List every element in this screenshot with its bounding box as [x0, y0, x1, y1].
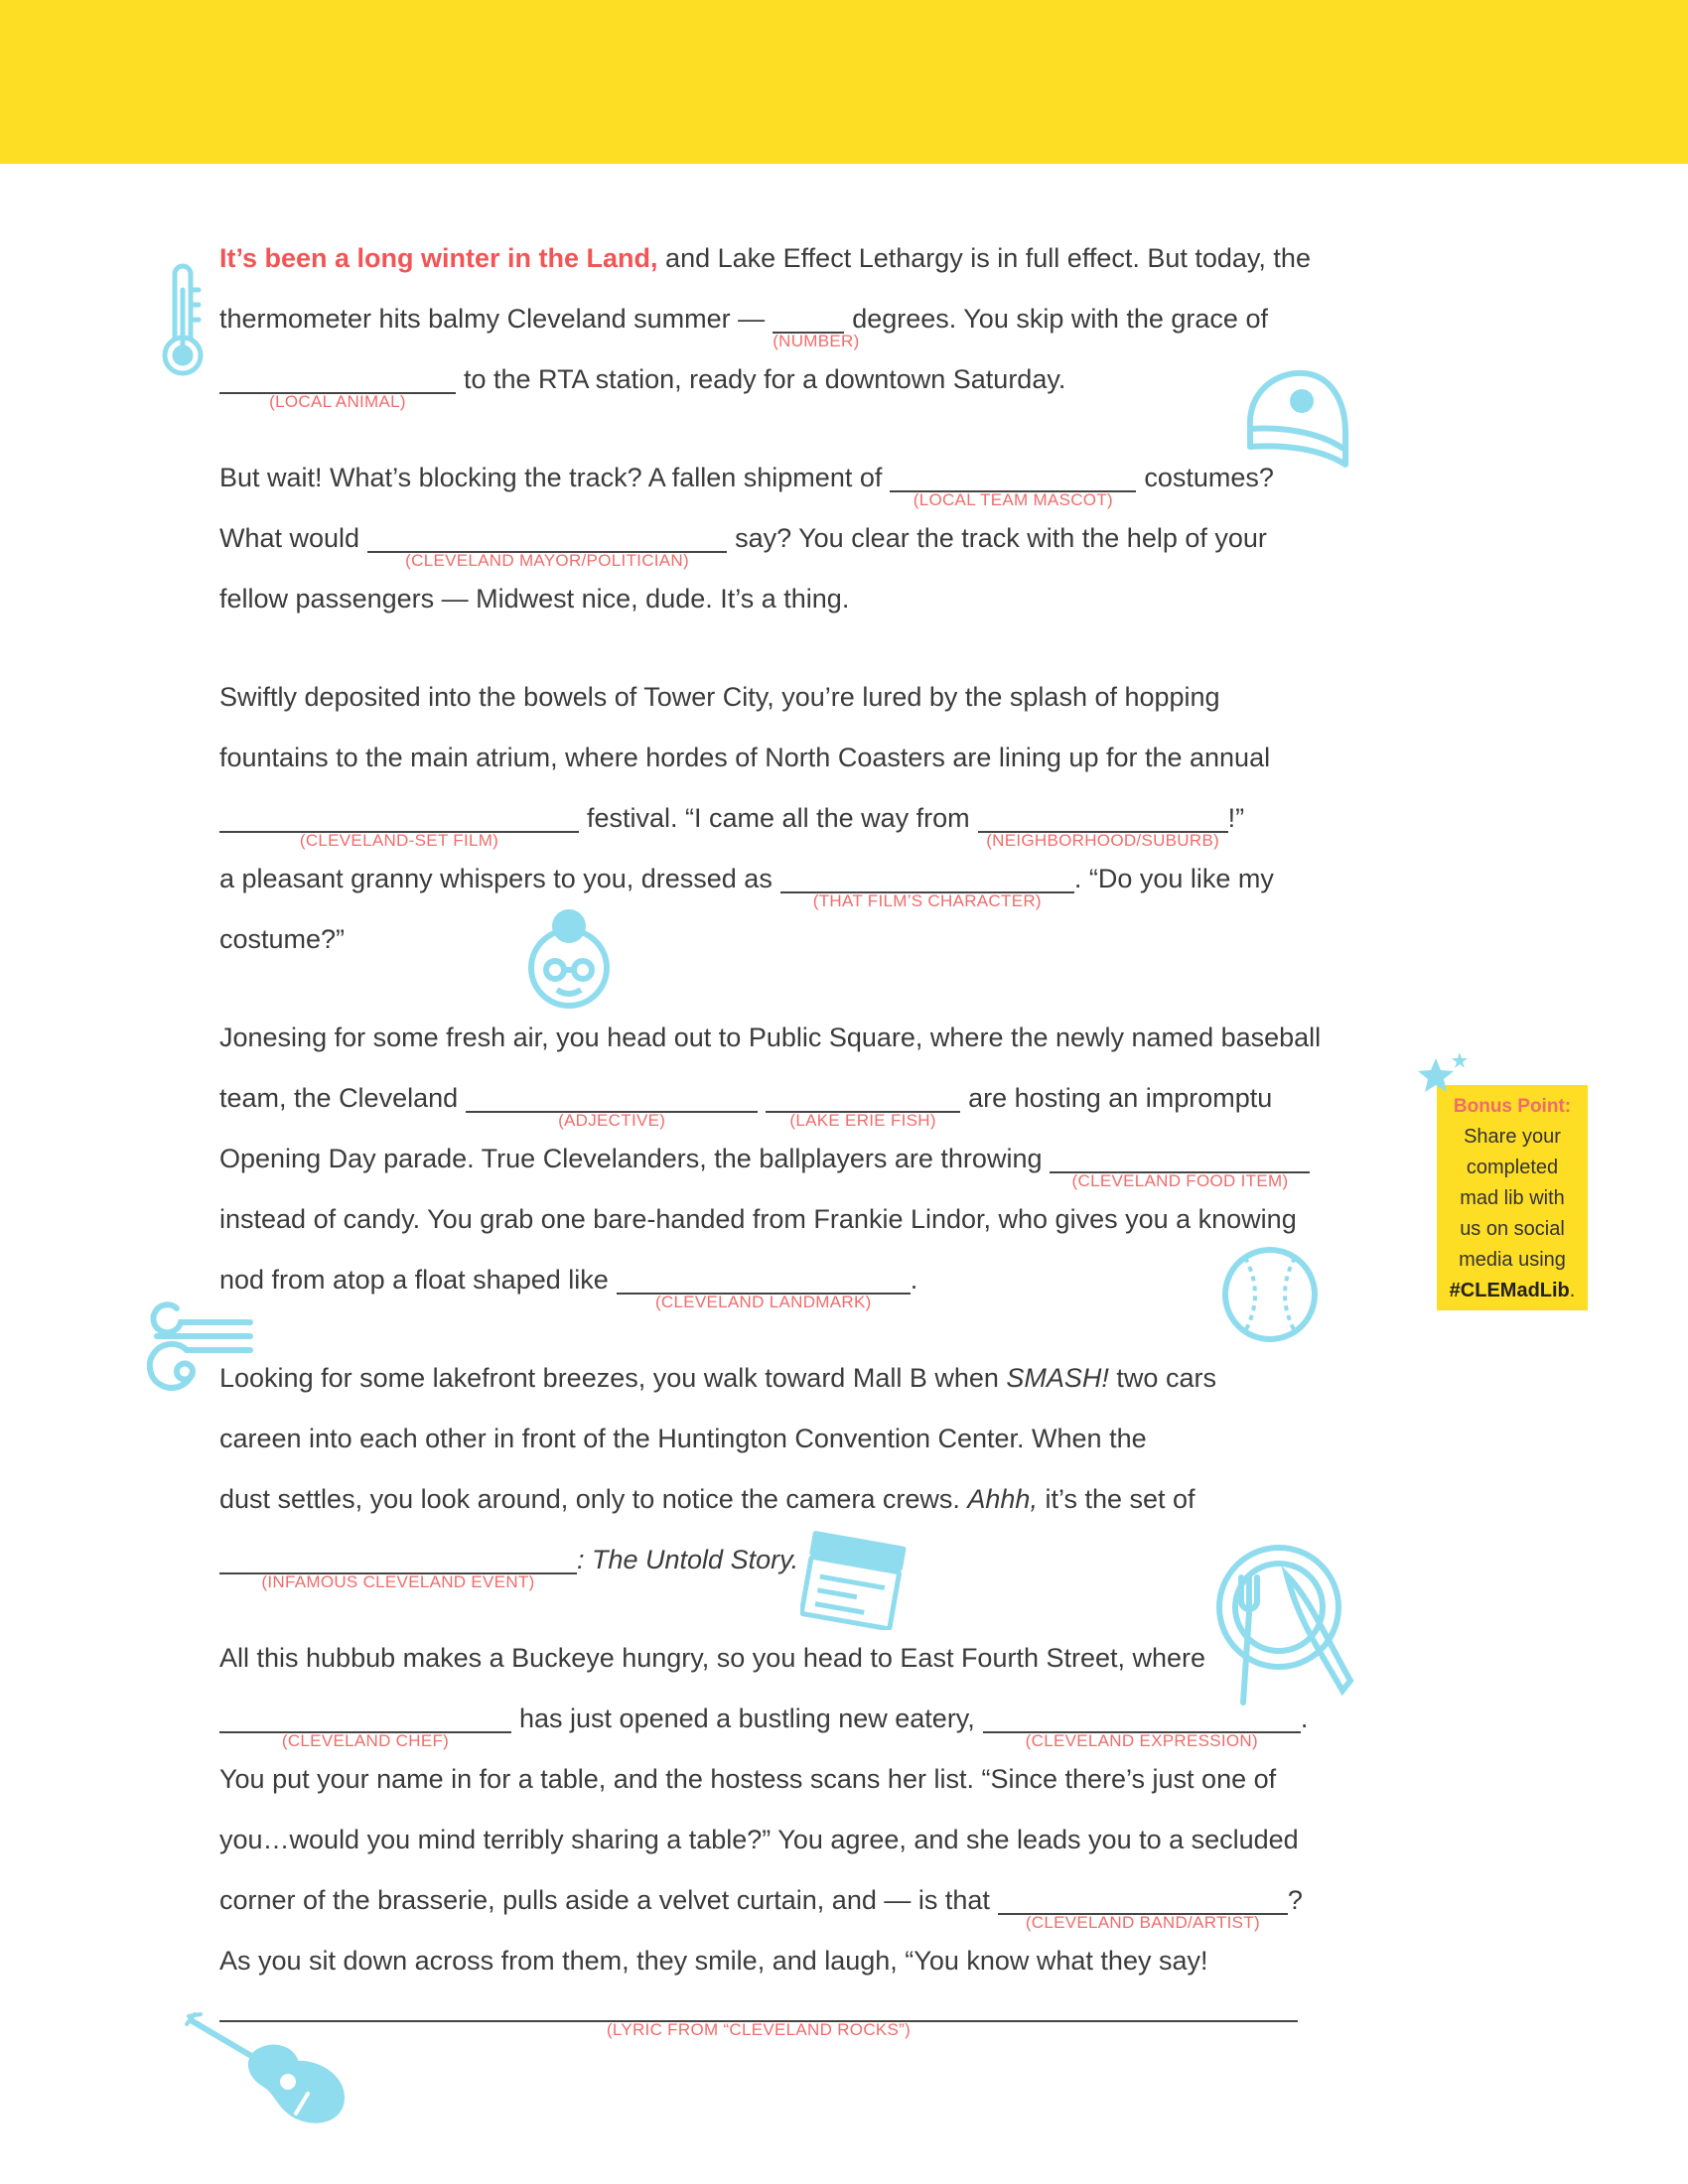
blank-number[interactable]: (NUMBER): [773, 302, 844, 334]
story-line: nod from atop a float shaped like (CLEVELAND LANDMARK) .: [219, 1265, 918, 1311]
blank-politician[interactable]: (CLEVELAND MAYOR/POLITICIAN): [367, 521, 727, 553]
story-line: fellow passengers — Midwest nice, dude. It’s a thing.: [219, 584, 850, 614]
story-line: thermometer hits balmy Cleveland summer — (NUMBER) degrees. You skip with the grace of: [219, 304, 1268, 350]
story-line: (CLEVELAND-SET FILM) festival. “I came all the way from (NEIGHBORHOOD/SUBURB) !”: [219, 800, 1244, 840]
story-line: Swiftly deposited into the bowels of Tower City, you’re lured by the splash of hopping: [219, 682, 1220, 712]
bonus-text: mad lib with: [1460, 1187, 1565, 1209]
bonus-title: Bonus Point:: [1453, 1096, 1572, 1117]
story-line: What would (CLEVELAND MAYOR/POLITICIAN) say? You clear the track with the help of your: [219, 523, 1267, 570]
story-line: All this hubbub makes a Buckeye hungry, so you head to East Fourth Street, where: [219, 1643, 1206, 1673]
story-line: you…would you mind terribly sharing a table?” You agree, and she leads you to a secluded: [219, 1825, 1299, 1854]
story-line: Opening Day parade. True Clevelanders, the ballplayers are throwing (CLEVELAND FOOD ITEM): [219, 1141, 1318, 1180]
blank-film[interactable]: (CLEVELAND-SET FILM): [219, 801, 579, 833]
story-line: dust settles, you look around, only to notice the camera crews. Ahhh, it’s the set of: [219, 1484, 1196, 1514]
story-line: corner of the brasserie, pulls aside a velvet curtain, and — is that (CLEVELAND BAND/ARTIST) ?: [219, 1885, 1303, 1932]
story-line: instead of candy. You grab one bare-handed from Frankie Lindor, who gives you a knowing: [219, 1204, 1297, 1234]
story-line: Looking for some lakefront breezes, you walk toward Mall B when SMASH! two cars: [219, 1363, 1216, 1393]
story-line: (LOCAL ANIMAL) to the RTA station, ready for a downtown Saturday.: [219, 361, 1065, 401]
story-line: You put your name in for a table, and the hostess scans her list. “Since there’s just one of: [219, 1764, 1277, 1794]
bonus-text: Share your: [1464, 1126, 1561, 1148]
blank-mascot[interactable]: (LOCAL TEAM MASCOT): [890, 461, 1136, 492]
granny-icon: [523, 908, 615, 1010]
blank-event[interactable]: (INFAMOUS CLEVELAND EVENT): [219, 1543, 577, 1574]
blank-landmark[interactable]: (CLEVELAND LANDMARK): [617, 1263, 911, 1295]
blank-suburb[interactable]: (NEIGHBORHOOD/SUBURB): [978, 801, 1228, 833]
story-line: (CLEVELAND CHEF) has just opened a bustling new eatery, (CLEVELAND EXPRESSION) .: [219, 1701, 1308, 1740]
story-line: It’s been a long winter in the Land, and Lake Effect Lethargy is in full effect. But today, the: [219, 243, 1311, 273]
bonus-text: media using: [1459, 1249, 1566, 1271]
blank-local-animal[interactable]: (LOCAL ANIMAL): [219, 362, 456, 394]
wind-icon: [147, 1298, 254, 1398]
blank-chef[interactable]: (CLEVELAND CHEF): [219, 1702, 511, 1733]
blank-adjective[interactable]: (ADJECTIVE): [466, 1081, 758, 1113]
blank-band[interactable]: (CLEVELAND BAND/ARTIST): [998, 1883, 1288, 1915]
bonus-text: us on social: [1460, 1218, 1565, 1240]
blank-lyric[interactable]: (LYRIC FROM “CLEVELAND ROCKS”): [219, 1990, 1298, 2022]
baseball-icon: [1219, 1244, 1321, 1345]
story-line: [219, 1989, 1298, 2039]
story-line: fountains to the main atrium, where hordes of North Coasters are lining up for the annual: [219, 743, 1271, 772]
intro-heading: It’s been a long winter in the Land,: [219, 243, 658, 273]
blank-expression[interactable]: (CLEVELAND EXPRESSION): [983, 1702, 1301, 1733]
guitar-icon: [185, 2012, 353, 2125]
story-line: (INFAMOUS CLEVELAND EVENT) : The Untold Story.: [219, 1542, 798, 1581]
hashtag: #CLEMadLib: [1449, 1280, 1570, 1301]
blank-fish[interactable]: (LAKE ERIE FISH): [766, 1081, 960, 1113]
bonus-text: completed: [1466, 1157, 1559, 1178]
story-line: But wait! What’s blocking the track? A fallen shipment of (LOCAL TEAM MASCOT) costumes?: [219, 463, 1274, 509]
top-banner: [0, 0, 1688, 164]
story-line: a pleasant granny whispers to you, dressed as (THAT FILM’S CHARACTER) . “Do you like my: [219, 864, 1274, 910]
blank-food[interactable]: (CLEVELAND FOOD ITEM): [1050, 1142, 1310, 1173]
plate-fork-knife-icon: [1213, 1542, 1360, 1708]
clapperboard-icon: [800, 1527, 908, 1630]
baseball-cap-icon: [1238, 365, 1352, 475]
story-line: Jonesing for some fresh air, you head out to Public Square, where the newly named baseball: [219, 1023, 1322, 1052]
story-line: As you sit down across from them, they smile, and laugh, “You know what they say!: [219, 1946, 1208, 1976]
bonus-point-box: Bonus Point: Share your completed mad lib with us on social media using #CLEMadLib.: [1437, 1085, 1588, 1310]
star-icon: [1414, 1050, 1470, 1106]
story-line: careen into each other in front of the Huntington Convention Center. When the: [219, 1424, 1147, 1453]
thermometer-icon: [159, 260, 207, 379]
blank-character[interactable]: (THAT FILM’S CHARACTER): [780, 862, 1074, 893]
story-line: team, the Cleveland (ADJECTIVE) (LAKE ERIE FISH) are hosting an impromptu: [219, 1083, 1273, 1130]
story-line: costume?”: [219, 924, 346, 954]
